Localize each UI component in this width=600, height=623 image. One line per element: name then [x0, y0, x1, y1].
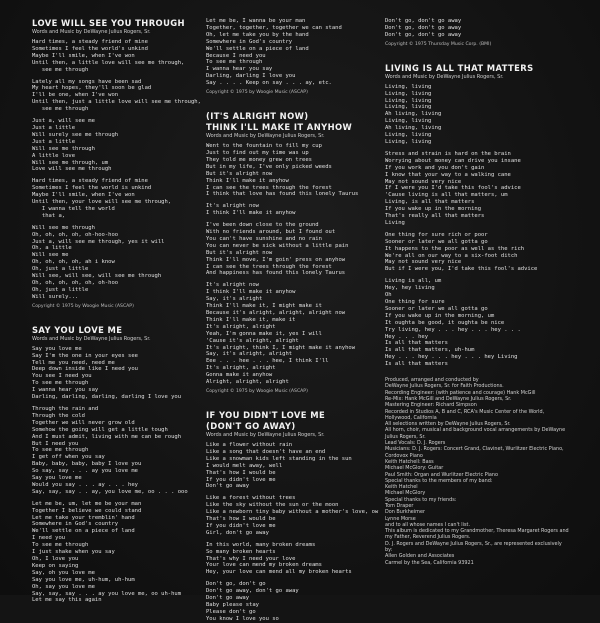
- lyric-line: Tell me you need, need me: [32, 359, 115, 366]
- lyric-line: Through the rain and: [32, 405, 99, 412]
- credit-line: All horn, choir, musical and background vocal arrangements by DeWayne Julius Rogers, Sr.: [385, 427, 566, 440]
- lyric-line: I wanna tell the world: [32, 205, 115, 212]
- lyric-line: Don't go, don't go away: [385, 18, 462, 24]
- lyric-line: You see I need you: [32, 373, 92, 380]
- lyric-line: Like a flower without rain: [206, 441, 293, 448]
- album-credits: [385, 368, 570, 566]
- lyric-line: So many broken hearts: [206, 548, 276, 555]
- lyric-line: But it's alright now: [206, 170, 273, 177]
- lyric-line: Ah living, living: [385, 125, 442, 132]
- lyric-line: Will see, will see, will see me through: [32, 273, 162, 280]
- credit-line: Allen Golden and Associates: [385, 553, 455, 560]
- lyric-line: Living, living: [385, 138, 432, 145]
- lyric-line: I think I'll make it anyhow: [206, 289, 296, 296]
- lyric-line: Will surely see me through: [32, 131, 119, 138]
- lyric-line: I can see the trees through the forest: [206, 263, 332, 270]
- lyric-line: It's alright, alright: [206, 365, 276, 372]
- lyric-line: Think I'll make it, make it: [206, 316, 296, 323]
- song-title: SAY YOU LOVE ME: [32, 324, 123, 335]
- lyric-line: Somewhere in God's country: [206, 38, 293, 45]
- lyric-line: Oh, a little: [32, 245, 72, 252]
- column-left: [32, 18, 201, 604]
- lyric-line: Will see me: [32, 252, 69, 259]
- lyric-line: Living, living: [385, 90, 432, 97]
- song-credits: Words and Music by DeWayne Julius Rogers, Sr.: [206, 431, 325, 438]
- lyric-line: Oh, say you love me: [32, 583, 95, 590]
- lyric-line: If you work and you don't gain: [385, 164, 485, 171]
- song-copyright: Copyright © 1975 by Woogie Music (ASCAP): [206, 388, 308, 394]
- lyric-line: Don't go away: [206, 483, 250, 490]
- lyric-line: And I must admit, living with me can be rough: [32, 433, 182, 440]
- lyric-line: To see me through: [32, 447, 89, 454]
- lyric-line: Hey . . . hey: [385, 333, 429, 340]
- song-title: IF YOU DIDN'T LOVE ME: [206, 409, 326, 420]
- lyric-line: Living: [385, 219, 405, 226]
- lyric-line: Sooner or later we all gotta go: [385, 238, 488, 245]
- lyric-line: Try living, hey . . . hey . . . hey . . .: [385, 326, 521, 333]
- lyric-line: Let me take your tremblin' hand: [32, 514, 135, 521]
- lyric-line: Say, it's alright: [206, 296, 263, 303]
- song-copyright: Copyright © 1975 by Woogie Music (ASCAP): [32, 303, 134, 309]
- lyric-line: So say, say . . . ay you love me: [32, 468, 138, 475]
- lyric-line: But I need you: [32, 440, 79, 447]
- lyric-line: Darling, darling, darling, darling I love you: [32, 394, 182, 401]
- credit-line: Keith Hatchell: Bass: [385, 458, 434, 465]
- lyric-line: Like a snowman kids left standing in the sun: [206, 455, 352, 462]
- lyric-line: Living, living: [385, 104, 432, 111]
- lyric-line: I would melt away, well: [206, 462, 283, 469]
- lyric-line: Think I'll move, I'm goin' press on anyhow: [206, 256, 346, 263]
- lyric-line: Just to find out my time was up: [206, 149, 309, 156]
- song-separator: [206, 102, 376, 111]
- lyric-line: Just a little: [32, 124, 76, 131]
- lyric-line: Just a, will see me: [32, 118, 95, 125]
- lyric-line: Will see me through: [32, 145, 95, 152]
- lyric-line: Don't go, don't go: [206, 581, 266, 588]
- credit-line: Musicians: D. J. Rogers: Concert Grand, Clavinet, Wurlitzer Electric Piano, Cordovox Piano: [385, 446, 564, 459]
- song-credits: Words and Music by DeWayne Julius Rogers, Sr.: [385, 73, 504, 80]
- column-middle: [206, 18, 379, 622]
- lyric-line: Ah living, living: [385, 111, 442, 118]
- credit-line: D. J. Rogers and DeWayne Julius Rogers, Sr., are represented exclusively by:: [385, 540, 562, 554]
- lyric-line: To see me through: [32, 542, 89, 549]
- lyric-line: Oh, oh, oh, oh, oh, oh-hoo: [32, 280, 119, 286]
- credit-line: DeWayne Julius Rogers, Sr. for Faith Productions.: [385, 383, 504, 390]
- lyric-line: Say you love me, uh-hum, uh-hum: [32, 576, 135, 583]
- lyric-line: Think I'll make it, I might make it: [206, 303, 322, 310]
- lyric-line: It's alright, think I, I might make it anyhow: [206, 344, 356, 351]
- lyric-line: Like a forest without trees: [206, 495, 296, 502]
- lyric-line: Together I believe we could stand: [32, 507, 142, 514]
- lyric-line: Will surely...: [32, 293, 79, 300]
- lyric-line: I just shake when you say: [32, 549, 115, 556]
- credit-line: Special thanks to the members of my band:: [385, 477, 493, 484]
- lyric-line: Sooner or later we all gotta go: [385, 305, 488, 312]
- lyric-line: Stress and strain is hard on the brain: [385, 150, 511, 157]
- lyric-line: 'Cause it's alright, alright: [206, 337, 299, 344]
- lyric-line: Living, living: [385, 132, 432, 139]
- credit-line: Recording Engineer: (with patience and courage) Hank McGill: [385, 389, 536, 396]
- lyric-line: It's alright now: [206, 203, 259, 210]
- lyric-line: But in my life, I've only picked weeds: [206, 163, 332, 170]
- lyric-line: If I were you I'd take this fool's advice: [385, 185, 521, 192]
- lyric-line: Don't go, don't go away: [385, 31, 462, 38]
- song-block: [385, 18, 570, 48]
- lyric-line: Somewhere in God's country: [32, 521, 119, 528]
- lyric-line: Your love can mend my broken dreams: [206, 562, 322, 569]
- lyric-line: It's alright now: [206, 282, 259, 289]
- lyric-line: It's alright, alright: [206, 323, 276, 330]
- lyric-line: Let me say this again: [32, 597, 102, 604]
- credit-line: Special thanks to my friends:: [385, 496, 457, 503]
- lyric-line: They told me money grew on trees: [206, 156, 312, 163]
- lyric-line: 'Cause living is all that matters, um: [385, 192, 508, 199]
- song-copyright: Copyright © 1975 Thursday Music Corp. (BMI): [385, 41, 492, 47]
- lyric-line: It happens to the poor as well as the rich: [385, 245, 525, 252]
- lyric-line: Think I'll make it anyhow: [206, 177, 289, 184]
- lyric-line: Living is all, um: [385, 278, 442, 285]
- lyric-line: Just a, will see me through, yes it will: [32, 238, 165, 245]
- lyric-line: Will see me through, um: [32, 159, 109, 166]
- lyric-line: Say, say, say . . . ay you love me, oo uh-hum: [32, 590, 182, 597]
- lyric-line: I think I'll make it anyhow: [206, 210, 296, 217]
- lyric-line: And happiness has found this lonely Taurus: [206, 270, 346, 277]
- lyric-line: Like the sky without the sun or the moon: [206, 502, 339, 509]
- lyric-line: That's really all that matters: [385, 213, 485, 220]
- credit-line: Michael McGlory: [385, 490, 426, 497]
- lyric-line: Because it's alright, alright, alright now: [206, 310, 346, 316]
- lyric-line: That's why I need your love: [206, 555, 296, 562]
- lyric-line: Don't go away: [206, 595, 250, 602]
- lyric-line: You can never be sick without a little pain: [206, 242, 349, 249]
- lyric-line: Baby, baby, baby, baby I love you: [32, 461, 142, 468]
- lyric-line: Until then, a little love will see me through,: [32, 59, 185, 66]
- lyric-line: Went to the fountain to fill my cup: [206, 143, 322, 150]
- lyric-line: I know that your way to a walking cane: [385, 171, 511, 178]
- song-title: (IT'S ALRIGHT NOW): [206, 111, 309, 122]
- lyric-line: May not sound very nice: [385, 259, 462, 266]
- song-title: LIVING IS ALL THAT MATTERS: [385, 62, 534, 73]
- credit-line: Michael McGlory: Guitar: [385, 465, 444, 472]
- lyric-line: Living, living: [385, 97, 432, 104]
- lyric-line: If you wake up in the morning, um: [385, 312, 495, 319]
- lyric-line: You know I love you so: [206, 615, 279, 622]
- lyric-line: Hey, hey living: [385, 285, 435, 292]
- lyric-line: But it's alright now: [206, 249, 273, 256]
- credit-line: Don Burkheimer: [385, 509, 425, 516]
- lyric-line: Living, is all that matters: [385, 199, 475, 206]
- lyric-line: that a,: [32, 212, 66, 219]
- lyric-line: Through the cold: [32, 412, 85, 419]
- credit-line: Re-Mix: Hank McGill and DeWayne Julius Rogers, Sr.: [385, 395, 512, 402]
- lyric-line: We'll settle on a piece of land: [206, 45, 309, 52]
- lyric-line: Until then, your love will see me through,: [32, 199, 172, 206]
- lyric-line: see me through: [32, 66, 89, 73]
- lyric-line: Will see me through: [32, 224, 95, 231]
- lyric-line: Oh, just a little: [32, 286, 89, 293]
- credit-line: and to all whose names I can't list.: [385, 521, 471, 528]
- lyric-line: Say, oh you love me: [32, 569, 95, 576]
- lyric-line: Hard times, a steady friend of mine: [32, 178, 148, 185]
- lyric-line: Darling, darling I love you: [206, 73, 296, 80]
- song-block: [206, 409, 379, 623]
- credit-line: Carmel by the Sea, California 93921: [385, 559, 474, 566]
- lyric-line: Sometimes I feel the world's unkind: [32, 45, 148, 52]
- lyric-line: My heart hopes, they'll soon be glad: [32, 85, 152, 92]
- lyric-line: Gonna make it anyhow: [206, 372, 273, 379]
- lyric-line: Say I'm the one in your eyes see: [32, 352, 138, 359]
- lyric-line: Oh, I love you: [32, 556, 79, 562]
- song-separator: [206, 401, 376, 410]
- lyric-line: But if I were you, I'd take this fool's advice: [385, 266, 538, 273]
- lyric-line: May not sound very nice: [385, 178, 462, 185]
- song-credits: Words and Music by DeWayne Julius Rogers, Sr.: [32, 29, 151, 35]
- lyric-line: Maybe I'll smile, when I've won: [32, 52, 135, 59]
- song-block: [206, 18, 376, 96]
- section-gap: [385, 368, 570, 377]
- lyric-line: Let me be, um, let me be your man: [32, 500, 142, 507]
- lyric-line: Somehow the going will get a little tough: [32, 426, 168, 433]
- song-credits: Words and Music by DeWayne Julius Rogers, Sr.: [206, 133, 325, 140]
- credit-line: Mastering Engineer: Richard Simpson: [385, 402, 477, 409]
- lyric-line: Because I need you: [206, 52, 266, 59]
- lyric-line: Oh, oh, oh, oh, ah i know: [32, 259, 115, 266]
- song-copyright: Copyright © 1975 by Woogie Music (ASCAP): [206, 90, 308, 96]
- song-title: (DON'T GO AWAY): [206, 420, 296, 431]
- lyric-line: You can't have sunshine and no rain: [206, 235, 322, 242]
- lyric-line: We're all on our way to a six-foot ditch: [385, 252, 518, 259]
- lyric-line: Say, it's alright, alright: [206, 351, 293, 358]
- lyric-line: Let me be, I wanna be your man: [206, 18, 306, 24]
- lyric-line: Baby please stay: [206, 602, 259, 608]
- lyric-line: One thing for sure rich or poor: [385, 231, 488, 238]
- lyric-line: Is all that matters: [385, 340, 448, 347]
- lyric-line: Eee . . . hee . . . hee, I think I'll: [206, 358, 329, 365]
- lyric-line: Hey . . . hey . . . hey . . . hey Living: [385, 354, 518, 361]
- lyric-line: Please don't go: [206, 608, 256, 615]
- lyric-line: Living, living: [385, 118, 432, 125]
- lyric-line: Say you love me: [32, 345, 82, 352]
- lyric-line: Girl, don't go away: [206, 529, 269, 536]
- lyric-line: Don't go away, don't go away: [206, 588, 299, 595]
- lyric-line: I can see the trees through the forest: [206, 184, 332, 191]
- lyric-line: Oh: [385, 292, 392, 299]
- credit-line: This album is dedicated to my Grandmother, Theresa Margaret Rogers and my Father, Reverend Julius Rogers.: [385, 528, 569, 541]
- lyric-line: Say you love me: [32, 475, 82, 482]
- lyric-line: Say, say, say . . ay, you love me, oo . . . ooo: [32, 488, 188, 495]
- lyric-line: Oh, oh, oh, oh, oh-hoo-hoo: [32, 231, 119, 238]
- lyric-line: Like a song that doesn't have an end: [206, 448, 326, 455]
- lyric-line: Maybe I'll smile, when I've won: [32, 192, 135, 199]
- song-block: [32, 325, 200, 605]
- lyric-line: Together, together, together we can stand: [206, 24, 342, 31]
- lyric-line: Lately all my songs have been sad: [32, 78, 142, 85]
- song-title: THINK I'LL MAKE IT ANYHOW: [206, 122, 353, 133]
- lyric-line: If you didn't love me: [206, 522, 276, 529]
- song-block: [206, 111, 376, 395]
- credit-line: All selections written by DeWayne Julius Rogers, Sr.: [385, 421, 511, 428]
- lyric-line: Together we will never grow old: [32, 419, 135, 426]
- lyric-line: To see me through: [32, 380, 89, 387]
- lyric-line: With no friends around, but I found out: [206, 229, 336, 236]
- credit-line: Paul Smith: Organ and Wurlitzer Electric Piano: [385, 471, 498, 478]
- lyric-line: Alright, alright, alright: [206, 379, 289, 386]
- lyric-line: Say . . . . Keep on say . . . ay, etc.: [206, 80, 332, 87]
- column-right: [385, 18, 570, 588]
- lyric-line: Oh, let me take you by the hand: [206, 31, 309, 38]
- lyric-line: A little love: [32, 152, 76, 159]
- lyric-line: see me through: [32, 106, 89, 113]
- lyric-line: Living, living: [385, 83, 432, 90]
- lyric-line: I think that love has found this lonely Taurus: [206, 191, 359, 198]
- song-title: LOVE WILL SEE YOU THROUGH: [32, 18, 185, 28]
- lyric-line: Is all that matters, uh-hum: [385, 347, 475, 354]
- lyric-line: In this world, many broken dreams: [206, 541, 316, 548]
- credit-line: Lynne Morse: [385, 515, 416, 522]
- credit-line: Produced, arranged and conducted by: [385, 377, 479, 384]
- lyric-line: Sometimes I feel the world is unkind: [32, 185, 152, 192]
- lyric-line: I wanna hear you say: [32, 387, 99, 394]
- song-separator: [385, 54, 570, 63]
- lyric-line: It oughta be good, it oughta be nice: [385, 319, 505, 326]
- lyric-line: Keep on saying: [32, 562, 79, 569]
- lyric-line: Hard times, a steady friend of mine: [32, 39, 148, 45]
- lyric-line: Deep down inside like I need you: [32, 366, 138, 373]
- credit-line: Lead Vocals: D. J. Rogers: [385, 440, 446, 447]
- credit-line: Recorded in Studios A, B and C, RCA's Music Center of the World, Hollywood, California: [385, 408, 545, 421]
- song-block: [32, 18, 200, 310]
- lyric-line: Until then, just a little love will see me through,: [32, 99, 201, 106]
- lyric-line: I need you: [32, 535, 66, 542]
- lyric-line: I get off when you say: [32, 454, 105, 461]
- column-right-songs: [385, 18, 570, 368]
- lyric-line: Like a newborn tiny baby without a mother's love, ow: [206, 509, 379, 516]
- lyric-line: Oh, just a little: [32, 266, 89, 273]
- lyric-line: Worrying about money can drive you insane: [385, 157, 521, 164]
- lyric-line: That's how I would be: [206, 469, 276, 476]
- lyric-line: I've been down close to the ground: [206, 222, 319, 229]
- lyric-line: I wanna hear you say: [206, 66, 273, 73]
- lyric-line: Would you say . . . ay . . . hey: [32, 481, 138, 488]
- song-separator: [32, 316, 200, 325]
- lyric-line: Hey, your love can mend all my broken hearts: [206, 569, 352, 576]
- lyric-line: Don't go, don't go away: [385, 24, 462, 31]
- lyric-line: That's how I would be: [206, 516, 276, 523]
- lyric-line: To see me through: [206, 59, 263, 66]
- lyric-line: If you didn't love me: [206, 476, 276, 483]
- lyric-line: Yeah, I'm gonna make it, yes I will: [206, 330, 322, 337]
- credit-line: Tom Draper: [385, 503, 414, 509]
- lyric-line: Just a little: [32, 138, 76, 145]
- lyric-line: One thing for sure: [385, 299, 445, 305]
- lyric-line: I'll be one, when I've won: [32, 92, 119, 99]
- lyric-line: Is all that matters: [385, 361, 448, 368]
- song-block: [385, 63, 570, 368]
- lyric-line: Love will see me through: [32, 166, 112, 173]
- lyric-line: We'll settle on a piece of land: [32, 528, 135, 535]
- credit-line: Keith Hatchel: [385, 484, 418, 491]
- lyric-line: If you wake up in the morning: [385, 206, 482, 213]
- song-credits: Words and Music by DeWayne Julius Rogers, Sr.: [32, 335, 151, 342]
